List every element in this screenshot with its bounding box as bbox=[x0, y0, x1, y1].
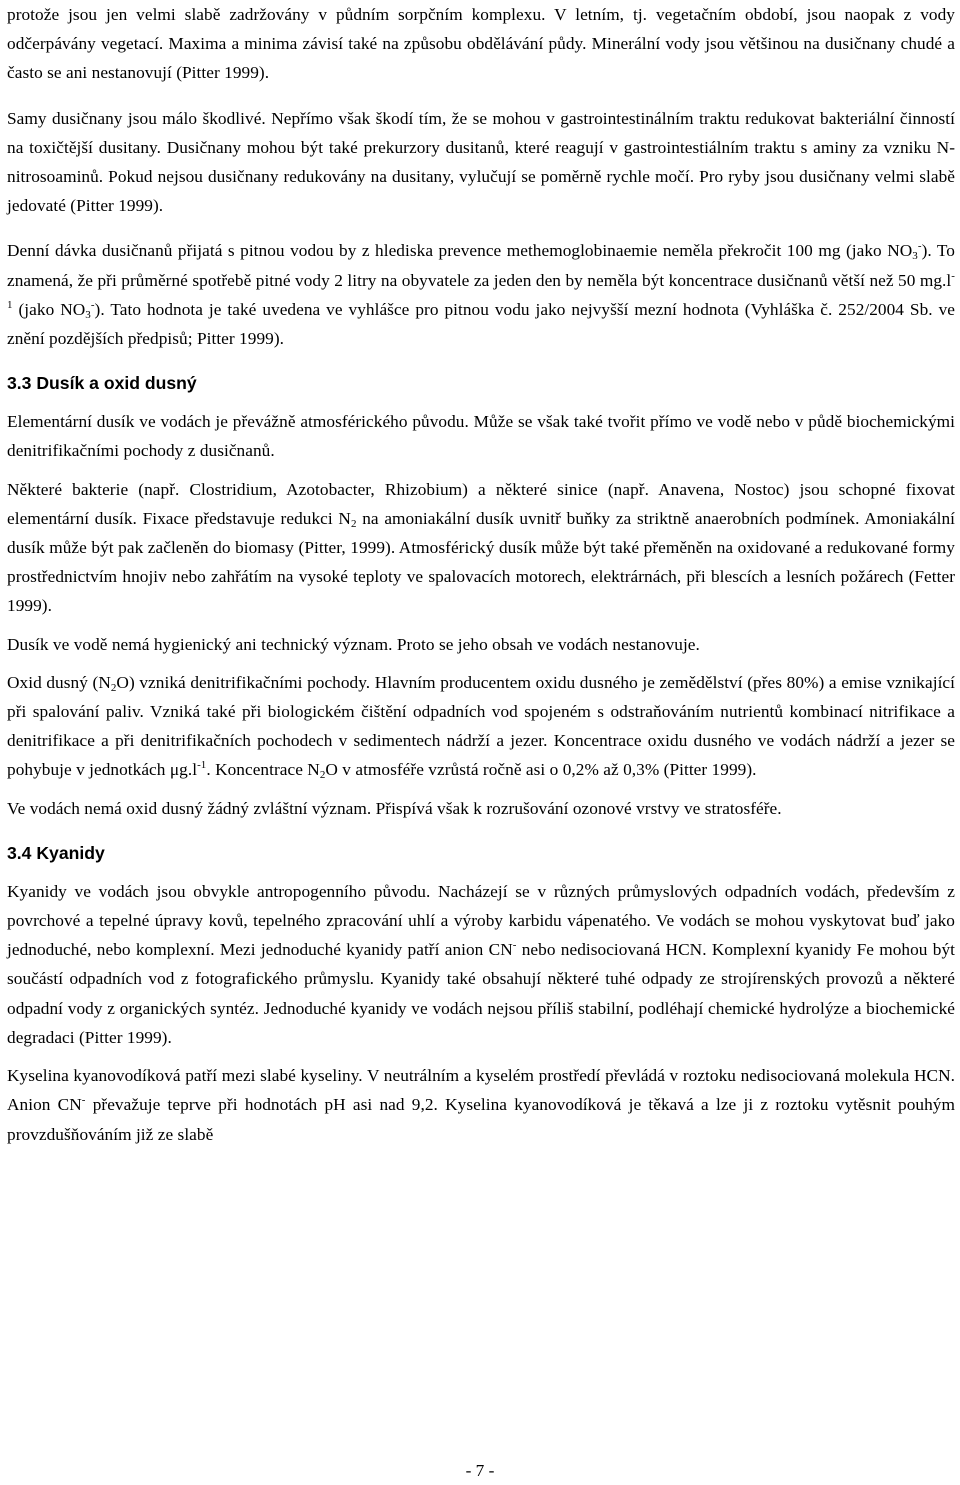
text-run: O) vzniká denitrifikačními pochody. Hlavním producentem oxidu dusného je zemědělství (přes 80%) a emise vznikající při spalování paliv. Vzniká také při biologickém čištění odpadních vod spojeném s odstraňováním nutrientů kombinací nitrifikace a denitrifikace a při denitrifikačních pochodech v sedimentech nádrží a jezer. Koncentrace oxidu dusného ve vodách nádrží a jezer se pohybuje v jednotkách μg.l bbox=[7, 672, 955, 780]
text-run: Denní dávka dusičnanů přijatá s pitnou vodou by z hlediska prevence methemoglobinaemie neměla překročit 100 mg (jako NO bbox=[7, 241, 913, 261]
paragraph-elemental-nitrogen: Elementární dusík ve vodách je převážně atmosférického původu. Může se však také tvořit přímo ve vodě nebo v půdě biochemickými denitrifikačními pochody z dusičnanů. bbox=[7, 412, 955, 461]
superscript: - bbox=[81, 1094, 86, 1107]
subscript: 3 bbox=[912, 250, 918, 263]
text-run: převažuje teprve při hodnotách pH asi nad 9,2. Kyselina kyanovodíková je těkavá a lze ji z roztoku vytěsnit pouhým provzdušňováním již ze slabě bbox=[7, 1095, 955, 1144]
text-run: na amoniakální dusík uvnitř buňky za striktně anaerobních podmínek. Amoniakální dusík může být pak začleněn do biomasy (Pitter, 1999). Atmosférický dusík může být také přeměněn na oxidované a redukované formy prostřednictvím hnojiv nebo zahřátím na vysoké teploty ve spalovacích motorech, elektrárnách, při blescích a lesních požárech (Fetter 1999). bbox=[7, 508, 955, 616]
text-run: ). To znamená, že při průměrné spotřebě pitné vody 2 litry na obyvatele za jeden den by neměla být koncentrace dusičnanů větší než 50 mg.l bbox=[7, 241, 956, 290]
text-run: O v atmosféře vzrůstá ročně asi o 0,2% až 0,3% (Pitter 1999). bbox=[325, 760, 757, 780]
text-run: . Koncentrace N bbox=[206, 760, 320, 780]
paragraph-nitrate-seasonal: protože jsou jen velmi slabě zadržovány v půdním sorpčním komplexu. V letním, tj. vegetačním období, jsou naopak z vody odčerpávány vegetací. Maxima a minima závisí také na způsobu obdělávání půdy. Minerální vody jsou většinou na dusičnany chudé a často se ani nestanovují (Pitter 1999). bbox=[7, 5, 955, 83]
subscript: 2 bbox=[110, 681, 117, 694]
subscript: 3 bbox=[85, 308, 91, 321]
subscript: 2 bbox=[319, 769, 326, 782]
page-number: - 7 - bbox=[465, 1461, 495, 1480]
text-run: (jako NO bbox=[12, 299, 86, 319]
text-run: Některé bakterie (např. Clostridium, Azotobacter, Rhizobium) a některé sinice (např. Anavena, Nostoc) jsou schopné fixovat elementární dusík. Fixace představuje redukci N bbox=[7, 479, 955, 528]
paragraph-nitrous-oxide bbox=[7, 668, 955, 785]
superscript: - bbox=[917, 240, 922, 253]
subscript: 2 bbox=[350, 517, 357, 530]
paragraph-hydrocyanic-acid bbox=[7, 1061, 955, 1149]
paragraph-nitrogen-fixation bbox=[7, 475, 955, 621]
section-heading-3-3: 3.3 Dusík a oxid dusný bbox=[7, 373, 197, 394]
text-run: nebo nedisociovaná HCN. Komplexní kyanidy Fe mohou být součástí odpadních vod z fotografického průmyslu. Kyanidy také obsahují některé tuhé odpady ze strojírenských provozů a některé odpadní vody z organických syntéz. Jednoduché kyanidy ve vodách nejsou příliš stabilní, podléhají chemické hydrolýze a biochemické degradaci (Pitter 1999). bbox=[7, 940, 955, 1047]
superscript: - bbox=[512, 939, 517, 952]
paragraph-nitrous-oxide-ozone: Ve vodách nemá oxid dusný žádný zvláštní význam. Přispívá však k rozrušování ozonové vrstvy ve stratosféře. bbox=[7, 798, 782, 818]
text-run: Oxid dusný (N bbox=[7, 672, 111, 692]
paragraph-nitrogen-significance: Dusík ve vodě nemá hygienický ani technický význam. Proto se jeho obsah ve vodách nestanovuje. bbox=[7, 634, 700, 654]
text-run: Kyselina kyanovodíková patří mezi slabé kyseliny. V neutrálním a kyselém prostředí převládá v roztoku nedisociovaná molekula HCN. Anion CN bbox=[7, 1066, 955, 1115]
superscript: - bbox=[90, 298, 95, 311]
paragraph-nitrate-daily-dose bbox=[7, 236, 955, 353]
paragraph-cyanides-origin bbox=[7, 877, 955, 1052]
superscript: -1 bbox=[7, 269, 955, 311]
section-heading-3-4: 3.4 Kyanidy bbox=[7, 842, 105, 863]
superscript: -1 bbox=[197, 759, 207, 772]
text-run: ). Tato hodnota je také uvedena ve vyhlášce pro pitnou vodu jako nejvyšší mezní hodnota (Vyhláška č. 252/2004 Sb. ve znění pozdějších předpisů; Pitter 1999). bbox=[7, 299, 955, 349]
paragraph-nitrate-toxicity: Samy dusičnany jsou málo škodlivé. Nepřímo však škodí tím, že se mohou v gastrointestinálním traktu redukovat bakteriální činností na toxičtější dusitany. Dusičnany mohou být také prekurzory dusitanů, které reagují v gastrointestiálním traktu s aminy za vzniku N-nitrosoaminů. Pokud nejsou dusičnany redukovány na dusitany, vylučují se poměrně rychle močí. Pro ryby jsou dusičnany velmi slabě jedovaté (Pitter 1999). bbox=[7, 108, 955, 216]
document-page bbox=[7, 0, 955, 1149]
text-run: Kyanidy ve vodách jsou obvykle antropogenního původu. Nacházejí se v různých průmyslových odpadních vodách, především z povrchové a tepelné úpravy kovů, tepelného zpracování uhlí a výroby karbidu vápenatého. Ve vodách se mohou vyskytovat buď jako jednoduché, nebo komplexní. Mezi jednoduché kyanidy patří anion CN bbox=[7, 881, 955, 960]
